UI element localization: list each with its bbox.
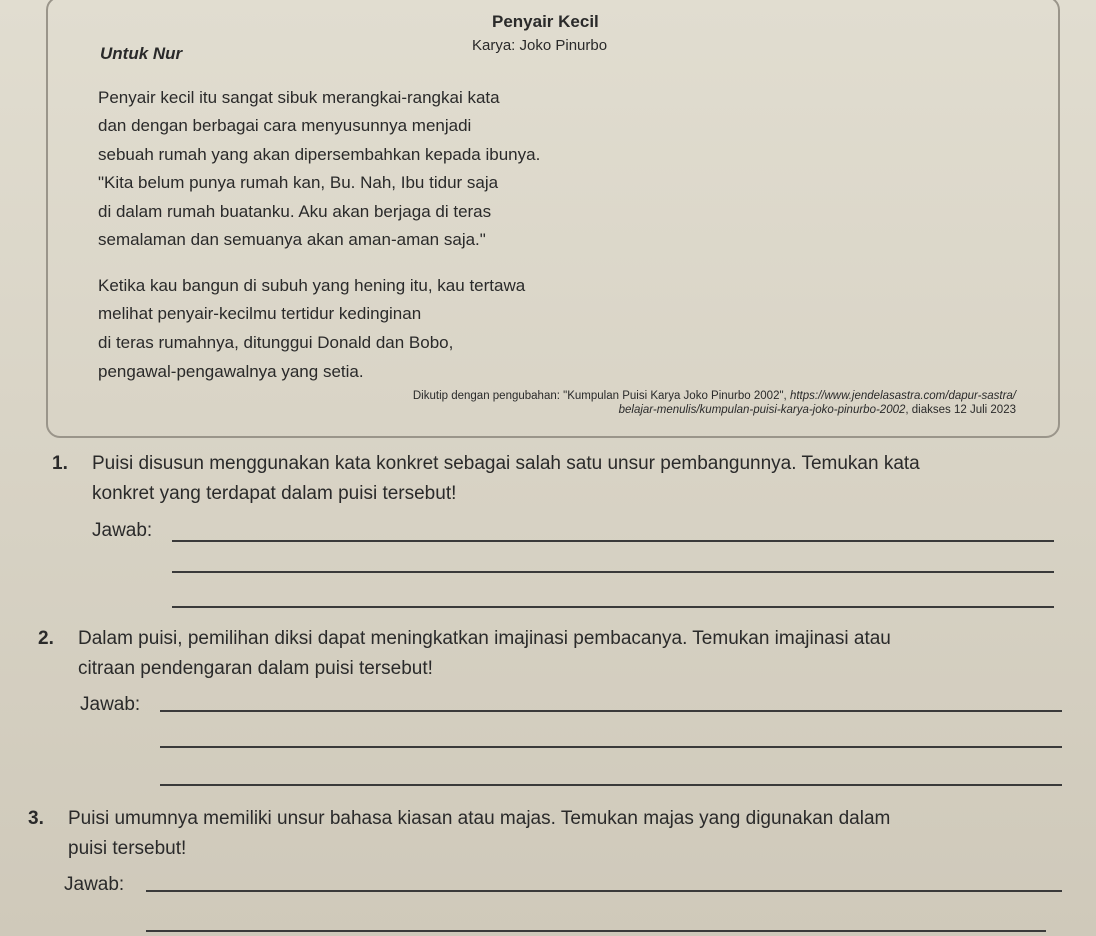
question-number: 2. [38,628,54,649]
answer-label: Jawab: [64,874,125,895]
question-2 [38,624,891,685]
answer-line[interactable] [172,540,1054,542]
poem-line: semalaman dan semuanya akan aman-aman saja." [98,230,486,249]
question-text: puisi tersebut! [68,838,187,860]
answer-line[interactable] [172,571,1054,573]
source-citation-line1: Dikutip dengan pengubahan: "Kumpulan Puisi Karya Joko Pinurbo 2002", https://www.jendelasastra.com/dapur-sastra/ [412,390,1016,402]
poem-title: Penyair Kecil [492,12,599,31]
answer-line[interactable] [146,890,1062,892]
question-3 [28,804,890,865]
question-text: citraan pendengaran dalam puisi tersebut! [78,658,433,680]
question-text: Puisi disusun menggunakan kata konkret sebagai salah satu unsur pembangunnya. Temukan kata [92,453,920,474]
poem-line: melihat penyair-kecilmu tertidur kedinginan [98,304,422,323]
poem-line: sebuah rumah yang akan dipersembahkan kepada ibunya. [98,145,541,164]
poem-line: "Kita belum punya rumah kan, Bu. Nah, Ibu tidur saja [98,173,499,192]
question-text: Dalam puisi, pemilihan diksi dapat meningkatkan imajinasi pembacanya. Temukan imajinasi atau [78,628,891,649]
answer-line[interactable] [146,930,1046,932]
answer-line[interactable] [160,710,1062,712]
answer-line[interactable] [160,746,1062,748]
question-text: konkret yang terdapat dalam puisi tersebut! [92,483,457,505]
poem-line: pengawal-pengawalnya yang setia. [98,362,364,381]
poem-line: di dalam rumah buatanku. Aku akan berjaga di teras [98,202,492,221]
question-text: Puisi umumnya memiliki unsur bahasa kiasan atau majas. Temukan majas yang digunakan dalam [68,808,891,829]
source-citation-line2: belajar-menulis/kumpulan-puisi-karya-joko-pinurbo-2002, diakses 12 Juli 2023 [618,404,1016,416]
question-number: 1. [52,453,68,474]
poem-dedication: Untuk Nur [100,44,183,63]
poem-line: Penyair kecil itu sangat sibuk merangkai-rangkai kata [98,88,500,107]
poem-line: dan dengan berbagai cara menyusunnya menjadi [98,116,472,135]
question-number: 3. [28,808,44,829]
answer-line[interactable] [172,606,1054,608]
answer-label: Jawab: [80,694,141,715]
poem-author: Karya: Joko Pinurbo [472,37,608,54]
poem-line: Ketika kau bangun di subuh yang hening itu, kau tertawa [98,276,526,295]
poem-line: di teras rumahnya, ditunggui Donald dan Bobo, [98,333,454,352]
answer-line[interactable] [160,784,1062,786]
answer-label: Jawab: [92,520,153,541]
question-1 [52,449,920,510]
